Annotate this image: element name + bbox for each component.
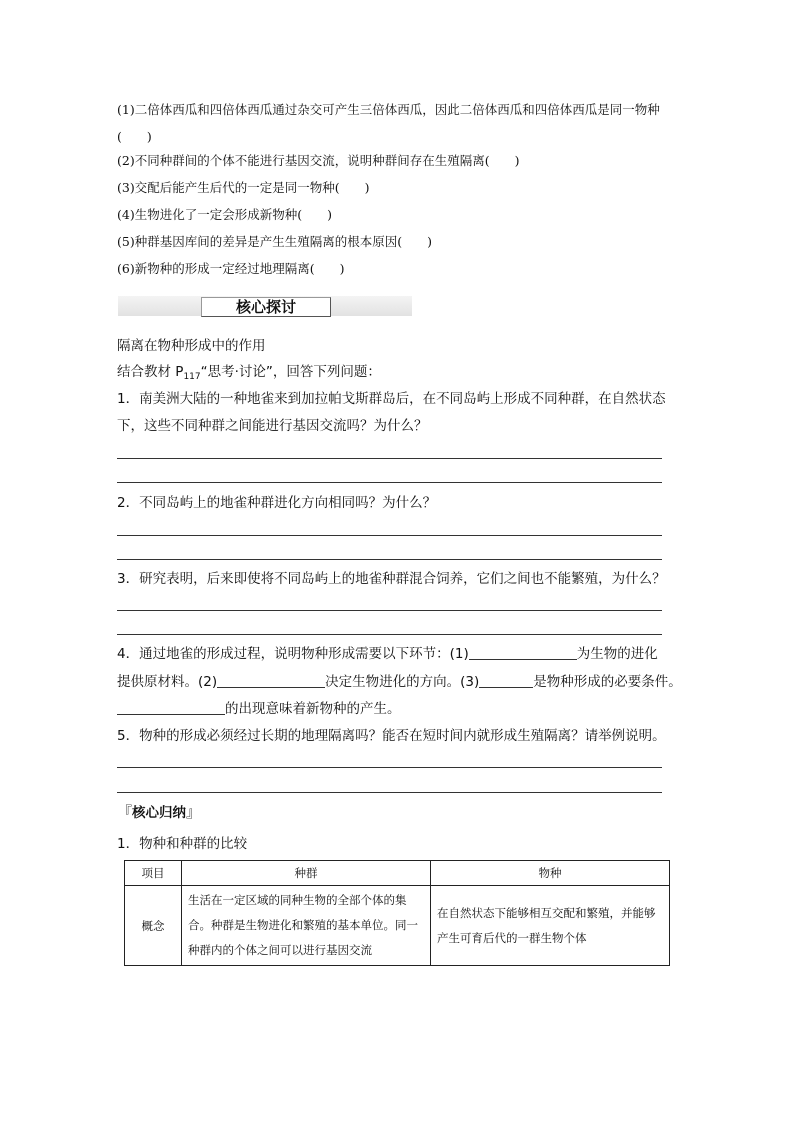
bracket-open: 『 <box>117 803 133 821</box>
question-1-line-1: 1．南美洲大陆的一种地雀来到加拉帕戈斯群岛后，在不同岛屿上形成不同种群，在自然状态 <box>117 391 666 407</box>
question-5: 5．物种的形成必须经过长期的地理隔离吗？能否在短时间内就形成生殖隔离？请举例说明。 <box>117 728 666 744</box>
comparison-table <box>124 860 670 966</box>
question-4-line-3 <box>117 699 401 719</box>
answer-line[interactable] <box>117 767 662 768</box>
table-row <box>125 886 670 966</box>
q4-text-f: 的出现意味着新物种的产生。 <box>225 701 401 717</box>
judgment-2: (2)不同种群间的个体不能进行基因交流，说明种群间存在生殖隔离( ) <box>117 153 520 168</box>
q4-text-d: 决定生物进化的方向。(3) <box>325 674 480 690</box>
table-title: 1．物种和种群的比较 <box>117 836 248 852</box>
q4-text-b: 为生物的进化 <box>576 646 658 662</box>
answer-line[interactable] <box>117 458 662 459</box>
summary-label: 核心归纳 <box>132 805 187 821</box>
judgment-3: (3)交配后能产生后代的一定是同一物种( ) <box>117 180 370 195</box>
q4-text-e: 是物种形成的必要条件。 <box>533 674 682 690</box>
row-label-concept: 概念 <box>125 886 182 966</box>
species-concept: 在自然状态下能够相互交配和繁殖，并能够产生可育后代的一群生物个体 <box>431 886 670 966</box>
question-1-line-2: 下，这些不同种群之间能进行基因交流吗？为什么？ <box>117 418 428 434</box>
core-summary-heading <box>117 801 201 822</box>
question-2: 2．不同岛屿上的地雀种群进化方向相同吗？为什么？ <box>117 495 437 511</box>
answer-line[interactable] <box>117 482 662 483</box>
intro-prefix: 结合教材 P <box>117 364 184 380</box>
q4-text-c: 提供原材料。(2) <box>117 674 218 690</box>
judgment-6: (6)新物种的形成一定经过地理隔离( ) <box>117 261 345 276</box>
question-4-line-1 <box>117 644 658 664</box>
header-population: 种群 <box>182 861 431 886</box>
topic-heading: 隔离在物种形成中的作用 <box>117 338 266 354</box>
question-3: 3．研究表明，后来即使将不同岛屿上的地雀种群混合饲养，它们之间也不能繁殖，为什么？ <box>117 571 666 587</box>
table-header-row <box>125 861 670 886</box>
fill-blank-1[interactable] <box>469 645 577 660</box>
question-4-line-2 <box>117 672 682 692</box>
header-species: 物种 <box>431 861 670 886</box>
q4-text-a: 4．通过地雀的形成过程，说明物种形成需要以下环节：(1) <box>117 646 469 662</box>
bracket-close: 』 <box>186 803 202 821</box>
answer-line[interactable] <box>117 559 662 560</box>
answer-line[interactable] <box>117 610 662 611</box>
intro-suffix: “思考·讨论”，回答下列问题： <box>200 364 381 380</box>
section-title: 核心探讨 <box>201 297 331 317</box>
header-item: 项目 <box>125 861 182 886</box>
answer-line[interactable] <box>117 634 662 635</box>
judgment-1: (1)二倍体西瓜和四倍体西瓜通过杂交可产生三倍体西瓜，因此二倍体西瓜和四倍体西瓜是同一物种( ) <box>117 102 660 144</box>
fill-blank-4[interactable] <box>117 700 225 715</box>
answer-line[interactable] <box>117 535 662 536</box>
intro-page-sub: 117 <box>183 372 201 382</box>
answer-line[interactable] <box>117 792 662 793</box>
fill-blank-2[interactable] <box>217 673 325 688</box>
population-concept: 生活在一定区域的同种生物的全部个体的集合。种群是生物进化和繁殖的基本单位。同一种群内的个体之间可以进行基因交流 <box>182 886 431 966</box>
judgment-4: (4)生物进化了一定会形成新物种( ) <box>117 207 332 222</box>
intro-line <box>117 362 381 387</box>
fill-blank-3[interactable] <box>479 673 533 688</box>
judgment-5: (5)种群基因库间的差异是产生生殖隔离的根本原因( ) <box>117 234 432 249</box>
